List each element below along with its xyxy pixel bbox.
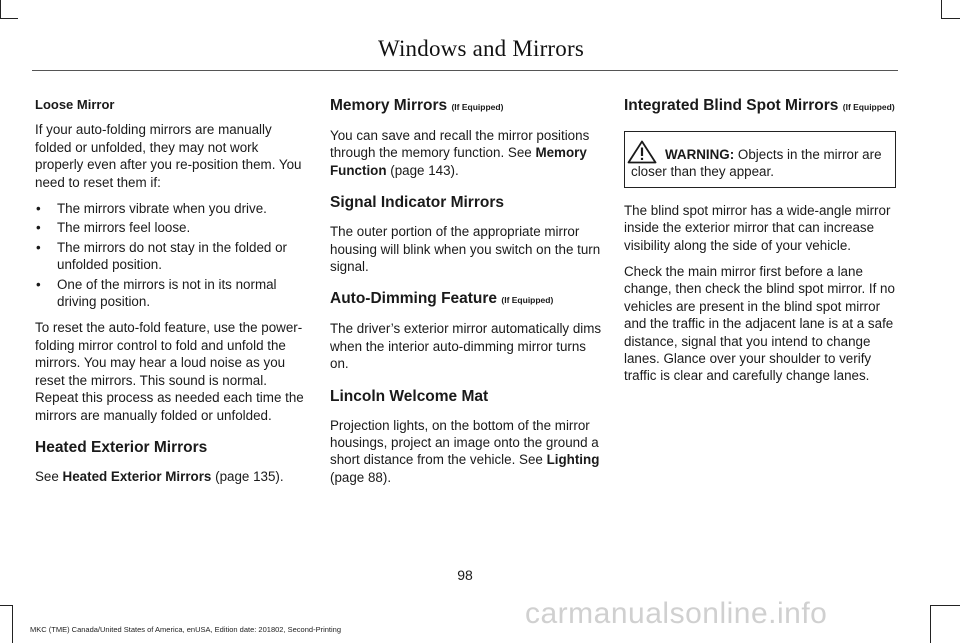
see-text: See bbox=[35, 468, 63, 484]
list-item: • The mirrors do not stay in the folded or unfolded position. bbox=[35, 239, 307, 274]
welcome-mat-paragraph bbox=[330, 417, 602, 487]
list-item: • One of the mirrors is not in its normal driving position. bbox=[35, 276, 307, 311]
warning-triangle-icon bbox=[627, 140, 657, 164]
page-ref: (page 88). bbox=[330, 469, 392, 485]
body-text: Projection lights, on the bottom of the mirror housings, project an image onto the ground a short distance from the vehicle. See bbox=[330, 417, 599, 468]
header-rule bbox=[32, 70, 898, 71]
watermark: carmanualsonline.info bbox=[525, 597, 828, 630]
page-number bbox=[0, 567, 930, 583]
heading-text: Integrated Blind Spot Mirrors bbox=[624, 97, 839, 114]
crop-mark bbox=[930, 605, 931, 643]
heading-text: Auto-Dimming Feature bbox=[330, 290, 498, 308]
warning-label: WARNING: bbox=[665, 147, 735, 162]
page-title: Windows and Mirrors bbox=[377, 36, 585, 61]
blind-spot-heading bbox=[624, 96, 896, 117]
lighting-link[interactable]: Lighting bbox=[546, 452, 600, 468]
list-item: • The mirrors feel loose. bbox=[35, 219, 307, 236]
crop-mark bbox=[941, 0, 942, 18]
heading-text: Memory Mirrors bbox=[330, 97, 448, 114]
column-3 bbox=[624, 96, 896, 394]
loose-mirror-heading: Loose Mirror bbox=[35, 97, 115, 112]
heated-mirrors-heading: Heated Exterior Mirrors bbox=[35, 438, 208, 456]
heated-mirrors-link[interactable]: Heated Exterior Mirrors bbox=[62, 468, 212, 484]
if-equipped-note: (If Equipped) bbox=[842, 102, 895, 112]
reset-conditions-list bbox=[35, 200, 307, 310]
memory-mirrors-heading bbox=[330, 96, 602, 117]
auto-dimming-paragraph: The driver’s exterior mirror automatically dims when the interior auto-dimming mirror turns on. bbox=[330, 321, 602, 372]
page-ref: (page 143). bbox=[386, 162, 459, 178]
auto-dimming-heading bbox=[330, 289, 602, 310]
list-item: • The mirrors vibrate when you drive. bbox=[35, 200, 307, 217]
crop-mark bbox=[0, 18, 18, 19]
signal-paragraph: The outer portion of the appropriate mirror housing will blink when you switch on the turn signal. bbox=[330, 224, 601, 275]
blind-spot-paragraph-2: Check the main mirror first before a lane change, then check the blind spot mirror. If no vehicles are present in the blind spot mirror and the traffic in the adjacent lane is at a safe distance, signal that you intend to change lanes. Glance over your shoulder to verify traffic is clear and carefully change lanes. bbox=[624, 264, 895, 384]
blind-spot-paragraph-1: The blind spot mirror has a wide-angle mirror inside the exterior mirror that can increase visibility along the side of your vehicle. bbox=[624, 202, 891, 253]
body-text: You can save and recall the mirror positions through the memory function. See bbox=[330, 128, 590, 161]
page-ref: (page 135). bbox=[211, 468, 284, 484]
warning-box bbox=[624, 131, 896, 188]
memory-paragraph bbox=[330, 127, 602, 179]
crop-mark bbox=[0, 605, 12, 606]
crop-mark bbox=[12, 605, 13, 643]
crop-mark bbox=[930, 605, 960, 606]
crop-mark bbox=[0, 0, 1, 18]
footer-edition: MKC (TME) Canada/United States of America, enUSA, Edition date: 201802, Second-Printing bbox=[30, 625, 341, 634]
if-equipped-note: (If Equipped) bbox=[451, 102, 504, 112]
column-2 bbox=[330, 96, 602, 495]
warning-text bbox=[631, 146, 889, 181]
page-number-text: 98 bbox=[457, 567, 473, 583]
signal-mirrors-heading: Signal Indicator Mirrors bbox=[330, 194, 504, 212]
if-equipped-note: (If Equipped) bbox=[501, 295, 554, 306]
column-1 bbox=[35, 96, 307, 494]
crop-mark bbox=[941, 18, 960, 19]
warning-body: Objects in the mirror are closer than they appear. bbox=[631, 147, 882, 180]
welcome-mat-heading: Lincoln Welcome Mat bbox=[330, 387, 489, 405]
loose-mirror-paragraph: If your auto-folding mirrors are manually folded or unfolded, they may not work properly even after you re-position them. You need to reset them if: bbox=[35, 122, 302, 190]
heated-mirrors-paragraph bbox=[35, 468, 307, 485]
reset-paragraph: To reset the auto-fold feature, use the power-folding mirror control to fold and unfold the mirrors. You may hear a loud noise as you reset the mirrors. This sound is normal. Repeat this process as needed each time the mirrors are manually folded or unfolded. bbox=[35, 320, 304, 423]
memory-function-link[interactable]: Memory Function bbox=[330, 145, 587, 178]
